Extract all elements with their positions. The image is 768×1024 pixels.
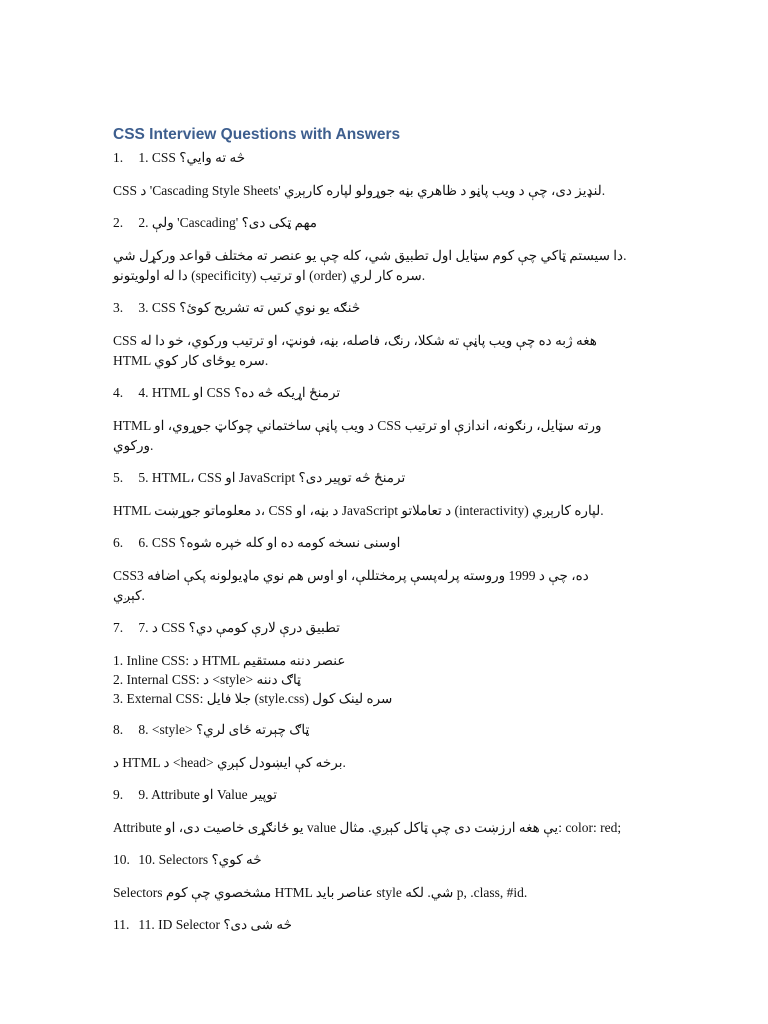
- question-3: [113, 299, 673, 317]
- answer-line: کېږي.: [113, 588, 145, 603]
- question-text: 4. HTML او CSS ترمنځ اړيکه څه ده؟: [138, 385, 341, 400]
- answer-line: HTML د معلوماتو جوړښت، CSS د بڼه، او JavaScript د تعاملاتو (interactivity) لپاره کارېږي.: [113, 503, 604, 518]
- question-6: [113, 534, 673, 552]
- question-text: 11. ID Selector څه شی دی؟: [138, 917, 292, 932]
- question-number: 3.: [113, 300, 124, 315]
- question-text: 1. CSS څه ته وايي؟: [138, 150, 246, 165]
- list-item: 3. External CSS: جلا فايل (style.css) سره لينک کول: [113, 691, 393, 706]
- question-2: [113, 214, 673, 232]
- question-text: 8. <style> ټاګ چېرته ځای لري؟: [138, 722, 310, 737]
- list-item: 1. Inline CSS: د HTML عنصر دننه مستقيم: [113, 653, 346, 668]
- question-7: [113, 619, 673, 637]
- question-number: 11.: [113, 917, 130, 932]
- question-text: 7. د CSS تطبيق درې لارې کومې دي؟: [138, 620, 340, 635]
- document-title: CSS Interview Questions with Answers: [113, 126, 401, 143]
- answer-line: HTML سره يوځای کار کوي.: [113, 353, 269, 368]
- answer-9: [113, 818, 673, 838]
- question-number: 2.: [113, 215, 124, 230]
- answer-line: ورکوي.: [113, 438, 154, 453]
- question-number: 4.: [113, 385, 124, 400]
- question-number: 5.: [113, 470, 124, 485]
- question-number: 8.: [113, 722, 124, 737]
- question-1: [113, 149, 673, 167]
- answer-line: دا له اولويتونو (specificity) او ترتيب (order) سره کار لري.: [113, 268, 426, 283]
- answer-6: [113, 566, 673, 606]
- question-number: 1.: [113, 150, 124, 165]
- question-number: 10.: [113, 852, 130, 867]
- answer-5: [113, 501, 673, 521]
- question-number: 7.: [113, 620, 124, 635]
- answer-line: Attribute يو ځانګړی خاصيت دی، او value يې هغه ارزښت دی چې ټاکل کېږي. مثال: color: red;: [113, 820, 622, 835]
- question-10: [113, 851, 673, 869]
- question-number: 9.: [113, 787, 124, 802]
- answer-line: HTML د ويب پاڼې ساختماني چوکاټ جوړوي، او CSS ورته سټايل، رنګونه، اندازې او ترتيب: [113, 418, 602, 433]
- list-item: 2. Internal CSS: د <style> ټاګ دننه: [113, 672, 301, 687]
- answer-line: دا سيستم ټاکي چې کوم سټايل اول تطبيق شي، کله چې يو عنصر ته مختلف قواعد ورکړل شي.: [113, 248, 627, 263]
- answer-line: CSS د 'Cascading Style Sheets' لنډيز دی، چې د ويب پاڼو د ظاهري بڼه جوړولو لپاره کارېږي.: [113, 183, 606, 198]
- answer-2: [113, 246, 673, 286]
- question-text: 6. CSS اوسنی نسخه کومه ده او کله خپره شوه؟: [138, 535, 401, 550]
- answer-10: [113, 883, 673, 903]
- answer-8: [113, 753, 673, 773]
- answer-4: [113, 416, 673, 456]
- question-text: 5. HTML، CSS او JavaScript ترمنځ څه توپير دی؟: [138, 470, 406, 485]
- question-text: 9. Attribute او Value توپير: [138, 787, 278, 802]
- answer-line: Selectors مشخصوي چې کوم HTML عناصر بايد style شي. لکه p, .class, #id.: [113, 885, 528, 900]
- answer-line: CSS هغه ژبه ده چې ويب پاڼې ته شکلا، رنګ، فاصله، بڼه، فونټ، او ترتيب ورکوي، خو دا له: [113, 333, 597, 348]
- question-8: [113, 721, 673, 739]
- answer-1: [113, 181, 673, 201]
- answer-3: [113, 331, 673, 371]
- answer-7-list: [113, 651, 673, 708]
- question-number: 6.: [113, 535, 124, 550]
- answer-line: CSS3 ده، چې د 1999 وروسته پرله‌پسې پرمختللې، او اوس هم نوي ماډيولونه پکې اضافه: [113, 568, 589, 583]
- question-text: 3. CSS څنګه يو نوي کس ته تشريح کوئ؟: [138, 300, 361, 315]
- question-text: 10. Selectors څه کوي؟: [138, 852, 262, 867]
- question-9: [113, 786, 673, 804]
- document-content: [113, 124, 673, 948]
- question-text: 2. ولې 'Cascading' مهم ټکی دی؟: [138, 215, 318, 230]
- question-5: [113, 469, 673, 487]
- answer-line: د HTML د <head> برخه کې ايښودل کېږي.: [113, 755, 346, 770]
- question-11: [113, 916, 673, 934]
- question-4: [113, 384, 673, 402]
